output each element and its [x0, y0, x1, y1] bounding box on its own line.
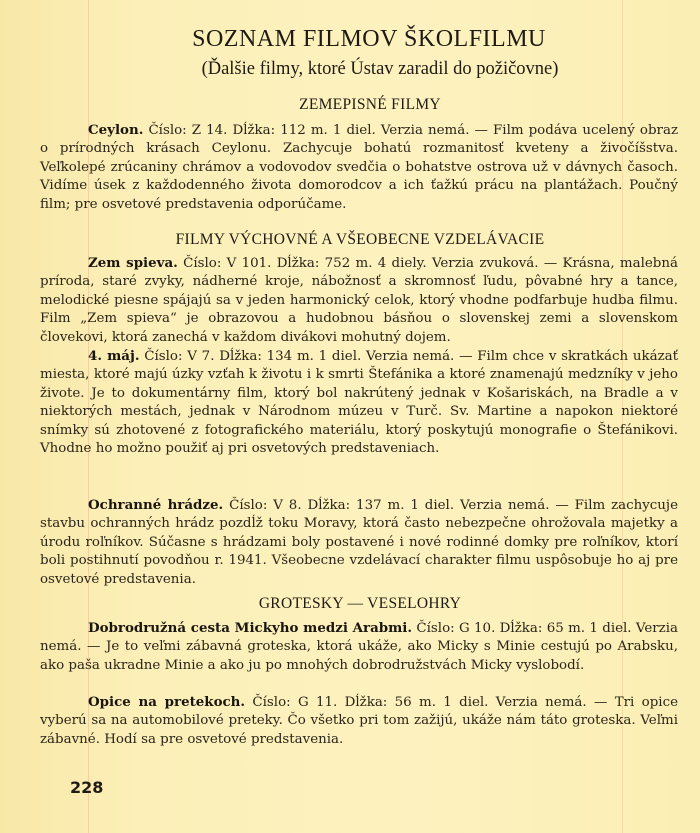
film-entry	[40, 121, 678, 214]
film-title: Zem spieva.	[88, 255, 178, 271]
film-title: 4. máj.	[88, 348, 140, 364]
film-title: Opice na pretekoch.	[88, 694, 246, 710]
film-description: Číslo: G 11. Dĺžka: 56 m. 1 diel. Verzia nemá. — Tri opice vyberú sa na automobilové preteky. Čo všetko pri tom zažijú, ukáže nám táto groteska. Veľmi zábavné. Hodí sa pre osvetové predstavenia.	[40, 695, 678, 747]
film-description: Číslo: V 101. Dĺžka: 752 m. 4 diely. Verzia zvuková. — Krásna, malebná príroda, staré zvyky, nádherné kroje, nábožnosť a skromnosť ľudu, pôvabné hry a tance, melodické piesne spájajú sa v jeden harmonický celok, ktorý vhodne podfarbuje hudba filmu. Film „Zem spieva“ je obrazovou a hudobnou básňou o slovenskej zemi a slovenskom človekovi, ktorá zanechá v každom divákovi mohutný dojem.	[40, 256, 678, 345]
film-description: Číslo: V 7. Dĺžka: 134 m. 1 diel. Verzia nemá. — Film chce v skratkách ukázať miesta, ktoré majú úzky vzťah k životu i k smrti Štefánika a ktoré znamenajú medzníky v jeho živote. Je to dokumentárny film, ktorý bol nakrútený jednak v Košariskách, na Bradle a v niektorých mestách, jednak v Národnom múzeu v Turč. Sv. Martine a napokon niektoré snímky sú zhotovené z fotografického materiálu, ktorý poskytujú monografie o Štefánikovi. Vhodne ho možno použiť aj pri osvetových predstaveniach.	[40, 349, 678, 457]
film-entry	[40, 254, 678, 347]
page-number: 228	[70, 778, 104, 797]
film-title: Ceylon.	[88, 122, 144, 138]
film-title: Ochranné hrádze.	[88, 497, 224, 513]
film-entry	[40, 693, 678, 749]
page-title: SOZNAM FILMOV ŠKOLFILMU	[192, 26, 546, 52]
page-subtitle: (Ďalšie filmy, ktoré Ústav zaradil do požičovne)	[201, 59, 559, 79]
section-heading-educational: FILMY VÝCHOVNÉ A VŠEOBECNE VZDELÁVACIE	[175, 231, 545, 248]
section-heading-geography: ZEMEPISNÉ FILMY	[299, 96, 441, 113]
film-title: Dobrodružná cesta Mickyho medzi Arabmi.	[88, 620, 413, 636]
film-description: Číslo: G 10. Dĺžka: 65 m. 1 diel. Verzia nemá. — Je to veľmi zábavná groteska, ktorá ukáže, ako Micky s Minie cestujú po Arabsku, ako paša ukradne Minie a ako ju po mnohých dobrodružstvách Micky vyslobodí.	[40, 621, 678, 673]
film-entry	[40, 347, 678, 458]
film-entry	[40, 619, 678, 675]
film-entry	[40, 496, 678, 589]
film-description: Číslo: V 8. Dĺžka: 137 m. 1 diel. Verzia nemá. — Film zachycuje stavbu ochranných hrádz pozdĺž toku Moravy, ktorá často nebezpečne ohrožovala majetky a úrodu roľníkov. Súčasne s hrádzami boly postavené i nové rodinné domky pre roľníkov, ktorí boli postihnutí povodňou r. 1941. Všeobecne vzdelávací charakter filmu uspôsobuje ho aj pre osvetové predstavenia.	[40, 498, 679, 587]
section-heading-comedies: GROTESKY — VESELOHRY	[258, 595, 462, 612]
film-description: Číslo: Z 14. Dĺžka: 112 m. 1 diel. Verzia nemá. — Film podáva ucelený obraz o prírodných krásach Ceylonu. Zachycuje bohatú rozmanitosť kveteny a živočíšstva. Veľkolepé zrúcaniny chrámov a vodovodov svedčia o bohatstve ostrova už v dávnych časoch. Vidíme úsek z každodenného života domorodcov a ich ťažkú prácu na plantážach. Poučný film; pre osvetové predstavenia odporúčame.	[40, 123, 678, 212]
